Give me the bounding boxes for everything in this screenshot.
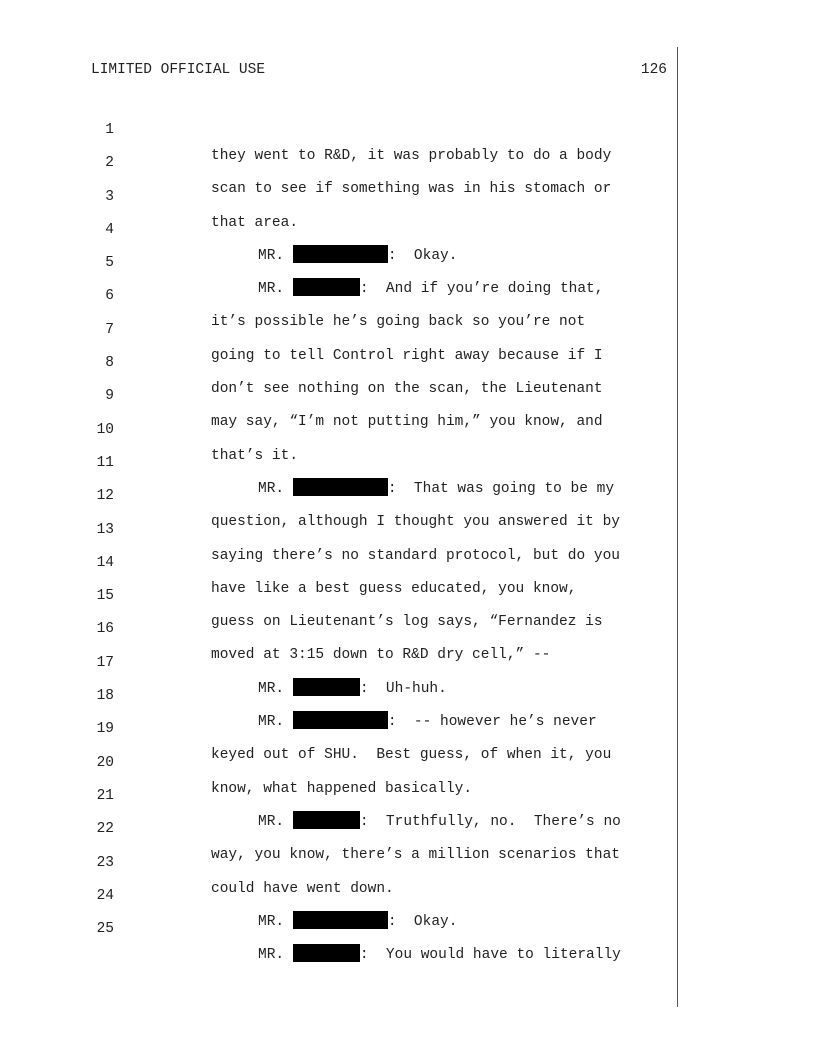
speaker-text: : And if you’re doing that,: [359, 281, 604, 298]
line-text: could have went down.: [211, 880, 394, 897]
line-text: way, you know, there’s a million scenarios that: [211, 847, 620, 864]
line-number: 9: [105, 388, 114, 405]
line-number: 22: [96, 821, 114, 838]
line-number: 11: [96, 454, 114, 471]
line-number: 4: [105, 221, 114, 238]
speaker-title: MR.: [258, 947, 285, 964]
line-text: scan to see if something was in his stomach or: [211, 181, 612, 198]
transcript-line: [0, 257, 816, 331]
line-number: 5: [105, 255, 114, 272]
speaker-title: MR.: [258, 714, 285, 731]
transcript-line: [0, 191, 816, 264]
line-number: 21: [96, 787, 114, 804]
line-text: don’t see nothing on the scan, the Lieutenant: [211, 381, 603, 398]
line-text: moved at 3:15 down to R&D dry cell,” --: [211, 647, 551, 664]
line-text: going to tell Control right away because if I: [211, 347, 603, 364]
speaker-text: : -- however he’s never: [387, 714, 597, 731]
line-number: 23: [96, 854, 114, 871]
transcript-line: [0, 124, 816, 198]
line-number: 6: [105, 288, 114, 305]
line-number: 8: [105, 355, 114, 372]
speaker-title: MR.: [258, 813, 285, 830]
speaker-text: : That was going to be my: [387, 480, 615, 497]
speaker-text: : Truthfully, no. There’s no: [359, 813, 621, 830]
page-number: 126: [640, 62, 667, 78]
line-number: 24: [96, 887, 114, 904]
transcript-line: [0, 91, 816, 164]
page-header: [91, 60, 667, 80]
line-text: it’s possible he’s going back so you’re not: [211, 314, 586, 331]
line-number: 19: [96, 721, 114, 738]
line-text: guess on Lieutenant’s log says, “Fernandez is: [211, 614, 603, 631]
transcript-line: [0, 158, 816, 231]
transcript-body: [0, 91, 816, 964]
transcript-line: [0, 224, 816, 298]
line-number: 14: [96, 554, 114, 571]
line-number: 1: [105, 122, 114, 138]
line-number: 2: [105, 155, 114, 172]
transcript-line: [0, 291, 816, 364]
speaker-text: : Okay.: [387, 913, 458, 930]
line-number: 13: [96, 521, 114, 538]
transcript-line: [0, 890, 816, 964]
transcript-line: [0, 324, 816, 398]
redacted-name: [293, 944, 360, 962]
line-text: that’s it.: [211, 447, 299, 464]
line-text: keyed out of SHU. Best guess, of when it, you: [211, 747, 612, 764]
line-text: may say, “I’m not putting him,” you know, and: [211, 414, 603, 431]
line-text: they went to R&D, it was probably to do a body: [211, 148, 612, 164]
line-number: 7: [105, 321, 114, 338]
line-text: know, what happened basically.: [211, 780, 473, 797]
line-text: saying there’s no standard protocol, but do you: [211, 547, 620, 564]
line-number: 18: [96, 688, 114, 705]
line-text: question, although I thought you answered it by: [211, 514, 620, 531]
line-number: 10: [96, 421, 114, 438]
line-number: 17: [96, 654, 114, 671]
speaker-text: : Okay.: [387, 247, 458, 264]
line-number: 16: [96, 621, 114, 638]
line-text: have like a best guess educated, you know,: [211, 580, 577, 597]
line-number: 20: [96, 754, 114, 771]
speaker-title: MR.: [258, 680, 285, 697]
line-number: 25: [96, 921, 114, 938]
line-number: 12: [96, 488, 114, 505]
speaker-title: MR.: [258, 913, 285, 930]
line-text: that area.: [211, 214, 299, 231]
speaker-text: : You would have to literally: [359, 947, 621, 964]
speaker-title: MR.: [258, 281, 285, 298]
line-number: 3: [105, 188, 114, 205]
speaker-title: MR.: [258, 480, 285, 497]
line-number: 15: [96, 588, 114, 605]
speaker-title: MR.: [258, 247, 285, 264]
speaker-text: : Uh-huh.: [359, 680, 447, 697]
speaker-line: [258, 942, 621, 968]
classification-marking: LIMITED OFFICIAL USE: [91, 62, 266, 78]
